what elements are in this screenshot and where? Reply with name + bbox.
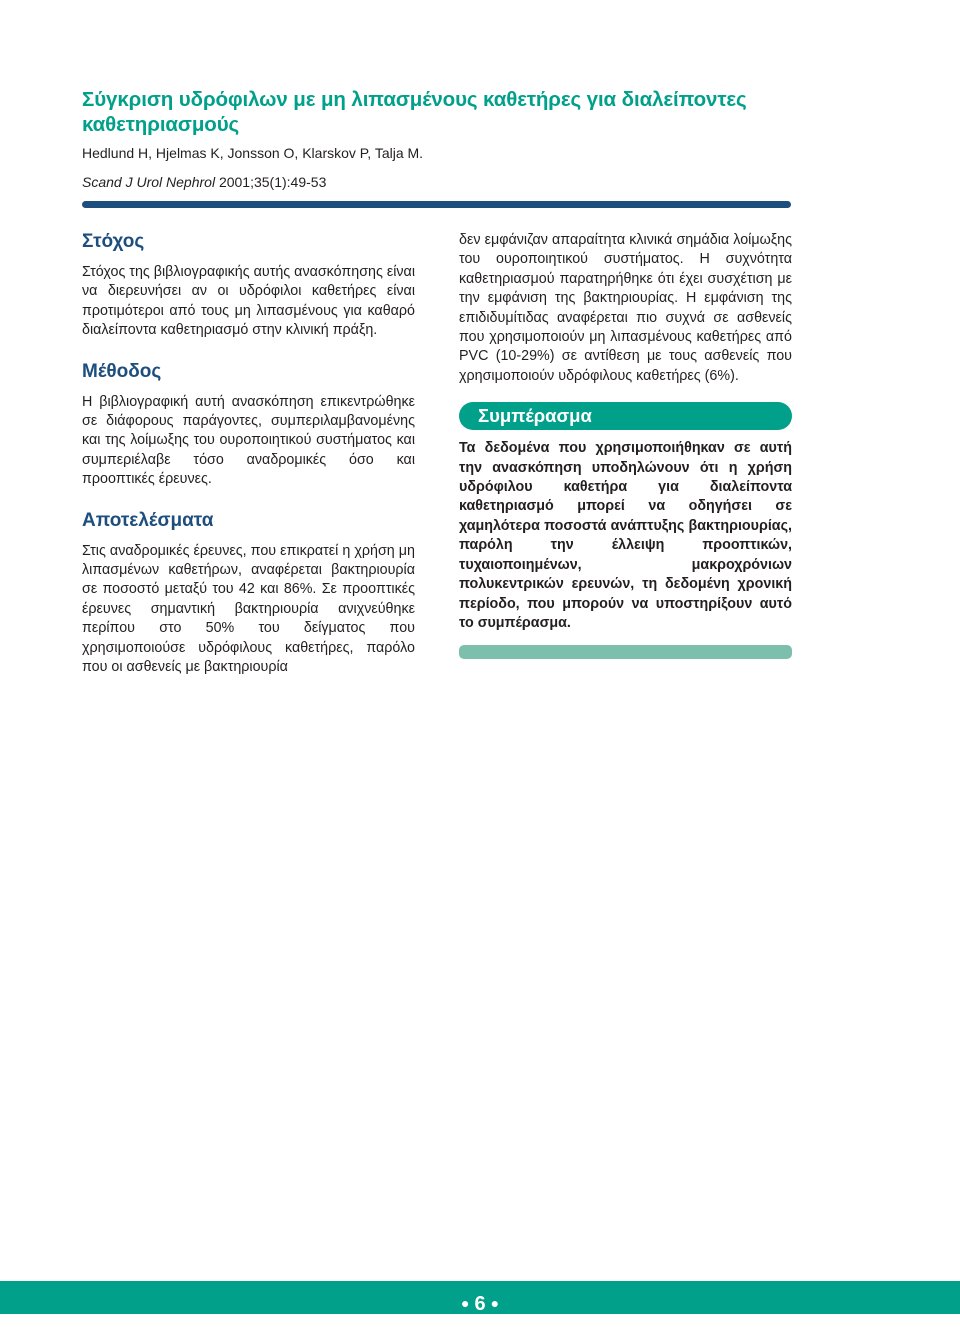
conclusion-text: Τα δεδομένα που χρησιμοποιήθηκαν σε αυτή την ανασκόπηση υποδηλώνουν ότι η χρήση υδρόφιλου καθετήρα για διαλείποντα καθετηριασμό μπορεί να οδηγήσει σε χαμηλότερα ποσοστά ανάπτυξης βακτηριουρίας, παρόλη την έλλειψη προοπτικών, τυχαιοποιημένων, μακροχρόνιων πολυκεντρικών ερευνών, τη δεδομένη χρονική περίοδο, που μπορούν να υποστηρίξουν αυτό το συμπέρασμα. [459, 440, 792, 631]
page-number: 6 [474, 1293, 486, 1315]
header-divider [82, 201, 791, 208]
aim-text: Στόχος της βιβλιογραφικής αυτής ανασκόπησης είναι να διερευνήσει αν οι υδρόφιλοι καθετήρες είναι προτιμότεροι από τους μη λιπασμένους για καθαρό διαλείποντα καθετηριασμό στην κλινική πράξη. [82, 264, 415, 339]
method-heading: Μέθοδος [82, 360, 162, 382]
aim-heading: Στόχος [82, 231, 145, 252]
right-column [459, 231, 792, 659]
results-text-part1: Στις αναδρομικές έρευνες, που επικρατεί η χρήση μη λιπασμένων καθετήρων, αναφέρεται βακτηριουρία σε ποσοστό μεταξύ του 42 και 86%. Σε προοπτικές έρευνες σημαντική βακτηριουρία ανιχνεύθηκε περίπου στο 50% του δείγματος που χρησιμοποιούσε υδρόφιλους καθετήρες, παρόλο που οι ασθενείς με βακτηριουρία [82, 542, 415, 676]
article-authors: Hedlund H, Hjelmas K, Jonsson O, Klarskov P, Talja M. [82, 145, 424, 161]
journal-citation [82, 174, 326, 191]
page-footer [0, 1281, 960, 1314]
conclusion-heading: Συμπέρασμα [459, 402, 792, 430]
results-text-part2: δεν εμφάνιζαν απαραίτητα κλινικά σημάδια λοίμωξης του ουροποιητικού συστήματος. Η συχνότητα καθετηριασμού παρατηρήθηκε ότι έχει συσχέτιση με την εμφάνιση της βακτηριουρίας. Η εμφάνιση της επιδιδυμίτιδας αναφέρεται πιο συχνά σε ασθενείς που χρησιμοποιούν μη λιπασμένους καθετήρες από PVC (10-29%) σε αντίθεση με τους ασθενείς που χρησιμοποιούν υδρόφιλους καθετήρες (6%). [459, 232, 792, 384]
results-heading: Αποτελέσματα [82, 509, 214, 531]
journal-reference: 2001;35(1):49-53 [215, 174, 327, 190]
conclusion-divider [459, 645, 792, 659]
bullet-icon: ● [460, 1295, 470, 1311]
bullet-icon: ● [490, 1295, 500, 1311]
method-text: Η βιβλιογραφική αυτή ανασκόπηση επικεντρώθηκε σε διάφορους παράγοντες, συμπεριλαμβανομένης και της λοίμωξης του ουροποιητικού συστήματος και συμπεριέλαβε τόσο αναδρομικές όσο και προοπτικές έρευνες. [82, 393, 415, 488]
journal-name: Scand J Urol Nephrol [82, 174, 216, 190]
article-title: Σύγκριση υδρόφιλων με μη λιπασμένους καθετήρες για διαλείποντες καθετηριασμούς [82, 88, 747, 136]
left-column [82, 230, 415, 678]
